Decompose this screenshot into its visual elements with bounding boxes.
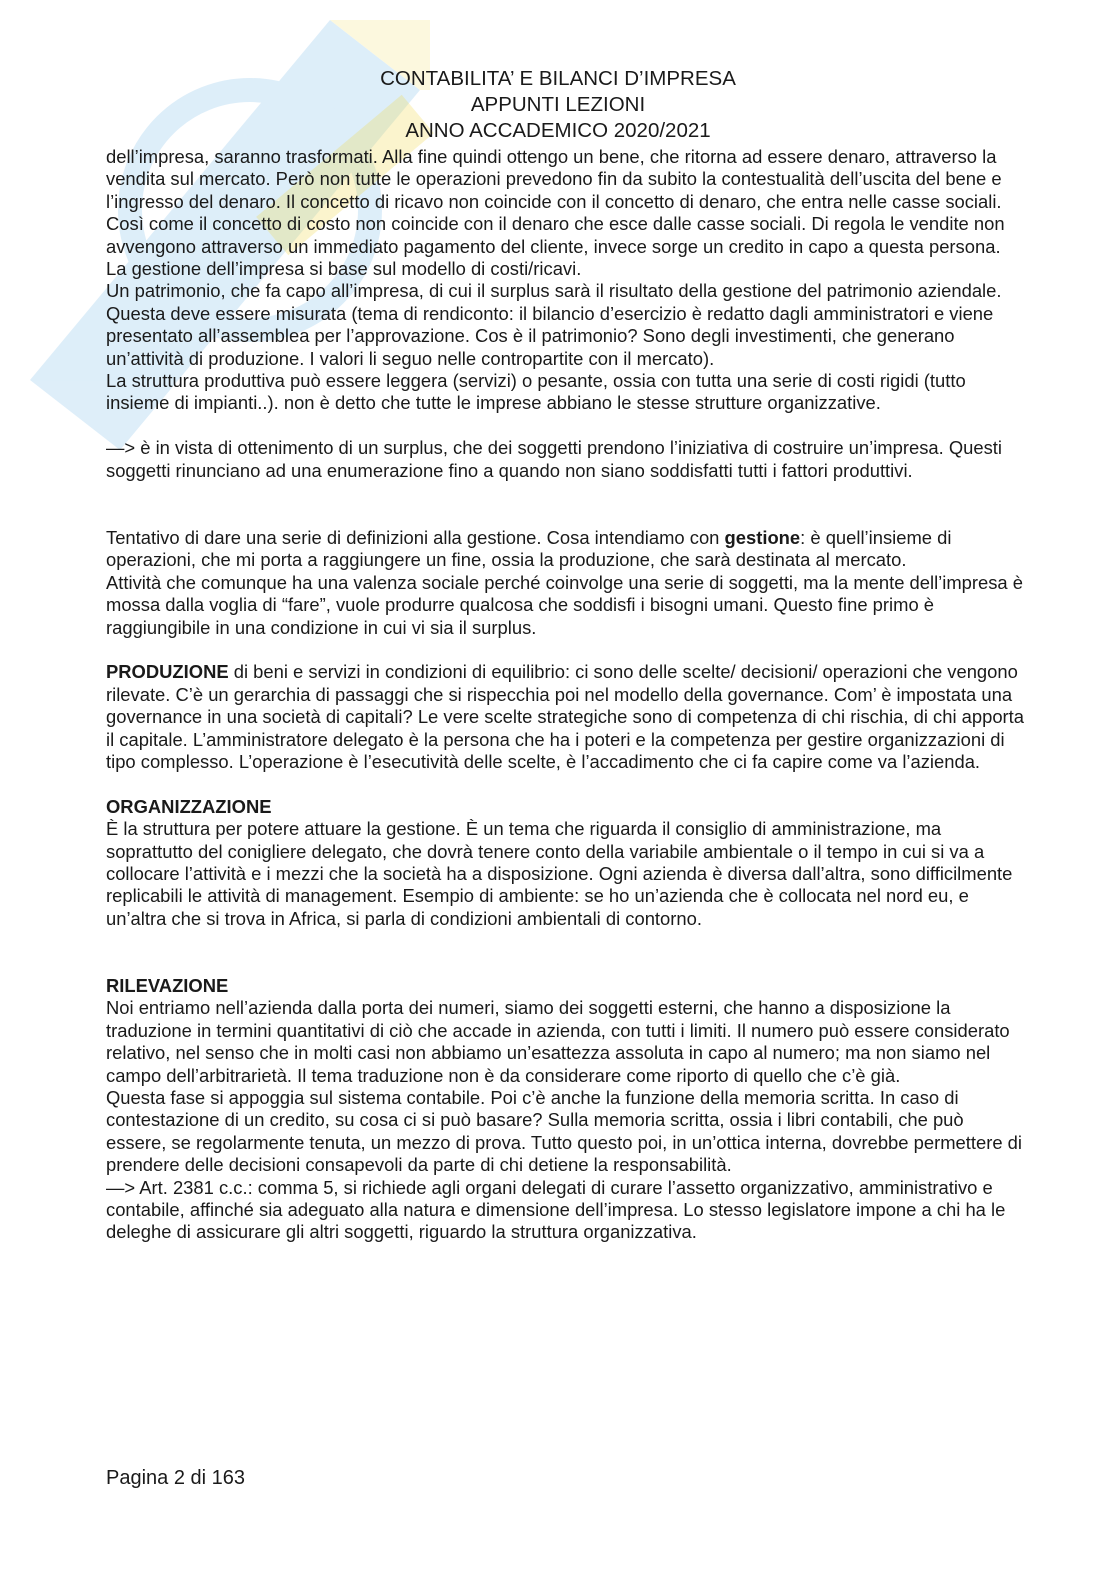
paragraph: Un patrimonio, che fa capo all’impresa, di cui il surplus sarà il risultato della gestione del patrimonio aziendale. Questa deve essere misurata (tema di rendiconto: il bilancio d’esercizio è redatto dagli amministratori e viene presentato all’assemblea per l’approvazione. Cos è il patrimonio? Sono degli investimenti, che generano un’attività di produzione. I valori li seguo nelle contropartite con il mercato). [106,280,1002,369]
header-title: CONTABILITA’ E BILANCI D’IMPRESA [380,67,736,90]
spacer [106,415,1026,437]
section-heading-rilevazione [106,975,1026,997]
section-heading-organizzazione [106,796,1026,818]
paragraph [106,661,1026,773]
heading-produzione: PRODUZIONE [106,661,229,683]
heading-text: RILEVAZIONE [106,974,229,996]
document-header [0,66,1116,144]
paragraph: dell’impresa, saranno trasformati. Alla fine quindi ottengo un bene, che ritorna ad essere denaro, attraverso la vendita sul mercato. Però non tutte le operazioni prevedono fin da subito la contestualità dell’uscita del bene e l’ingresso del denaro. Il concetto di ricavo non coincide con il concetto di denaro, che entra nelle casse sociali. Così come il concetto di costo non coincide con il denaro che esce dalle casse sociali. Di regola le vendite non avvengono attraverso un immediato pagamento del cliente, invece sorge un credito in capo a questa persona. [106,146,1005,257]
text-run: di beni e servizi in condizioni di equilibrio: ci sono delle scelte/ decisioni/ operazioni che vengono rilevate. C’è un gerarchia di passaggi che si rispecchia poi nel modello della governance. Com’ è impostata una governance in una società di capitali? Le vere scelte strategiche sono di competenza di chi rischia, di chi apporta il capitale. L’amministratore delegato è la persona che ha i poteri e la competenza per gestire organizzazioni di tipo complesso. L’operazione è l’esecutività delle scelte, è l’accadimento che ci fa capire come va l’azienda. [106,661,1025,772]
spacer [106,773,1026,795]
spacer [106,930,1026,975]
text-run: : è quell’insieme di operazioni, che mi porta a raggiungere un fine, ossia la produzione, che sarà destinata al mercato. [106,526,952,571]
term-gestione: gestione [724,526,801,548]
spacer [106,482,1026,527]
paragraph: La gestione dell’impresa si base sul modello di costi/ricavi. [106,258,582,280]
paragraph: È la struttura per potere attuare la gestione. È un tema che riguarda il consiglio di amministrazione, ma soprattutto del conigliere delegato, che dovrà tenere conto della variabile ambientale o il tempo in cui si va a collocare l’attività e i mezzi che la società ha a disposizione. Ogni azienda è diversa dall’altra, sono difficilmente replicabili le attività di management. Esempio di ambiente: se ho un’azienda che è collocata nel nord eu, e un’altra che si trova in Africa, si parla di condizioni ambientali di contorno. [106,818,1013,929]
spacer [106,639,1026,661]
paragraph [106,527,1026,572]
paragraph: La struttura produttiva può essere leggera (servizi) o pesante, ossia con tutta una serie di costi rigidi (tutto insieme di impianti..). non è detto che tutte le imprese abbiano le stesse strutture organizzative. [106,370,966,414]
heading-text: ORGANIZZAZIONE [106,795,272,817]
paragraph: Attività che comunque ha una valenza sociale perché coinvolge una serie di soggetti, ma la mente dell’impresa è mossa dalla voglia di “fare”, vuole produrre qualcosa che soddisfi i bisogni umani. Questo fine primo è raggiungibile in una condizione in cui vi sia il surplus. [106,571,1023,638]
paragraph: Questa fase si appoggia sul sistema contabile. Poi c’è anche la funzione della memoria scritta. In caso di contestazione di un credito, su cosa ci si può basare? Sulla memoria scritta, ossia i libri contabili, che può essere, se regolarmente tenuta, un mezzo di prova. Tutto questo poi, in un’ottica interna, dovrebbe permettere di prendere delle decisioni consapevoli da parte di chi detiene la responsabilità. [106,1086,1022,1176]
document-body [106,146,1026,1244]
header-academic-year: ANNO ACCADEMICO 2020/2021 [405,119,711,142]
paragraph: —> Art. 2381 c.c.: comma 5, si richiede agli organi delegati di curare l’assetto organizzativo, amministrativo e contabile, affinché sia adeguato alla natura e dimensione dell’impresa. Lo stesso legislatore impone a chi ha le deleghe di assicurare gli altri soggetti, riguardo la struttura organizzativa. [106,1176,1006,1243]
paragraph: —> è in vista di ottenimento di un surplus, che dei soggetti prendono l’iniziativa di costruire un’impresa. Questi soggetti rinunciano ad una enumerazione fino a quando non siano soddisfatti tutti i fattori produttivi. [106,437,1002,481]
page-number: Pagina 2 di 163 [106,1467,246,1489]
text-run: Tentativo di dare una serie di definizioni alla gestione. Cosa intendiamo con [106,526,725,548]
paragraph: Noi entriamo nell’azienda dalla porta dei numeri, siamo dei soggetti esterni, che hanno a disposizione la traduzione in termini quantitativi di ciò che accade in azienda, con tutti i limiti. Il numero può essere considerato relativo, nel senso che in molti casi non abbiamo un’esattezza assoluta in capo al numero; ma non siamo nel campo dell’arbitrarietà. Il tema traduzione non è da considerare come riporto di quello che c’è già. [106,997,1010,1086]
header-subtitle: APPUNTI LEZIONI [470,93,646,116]
